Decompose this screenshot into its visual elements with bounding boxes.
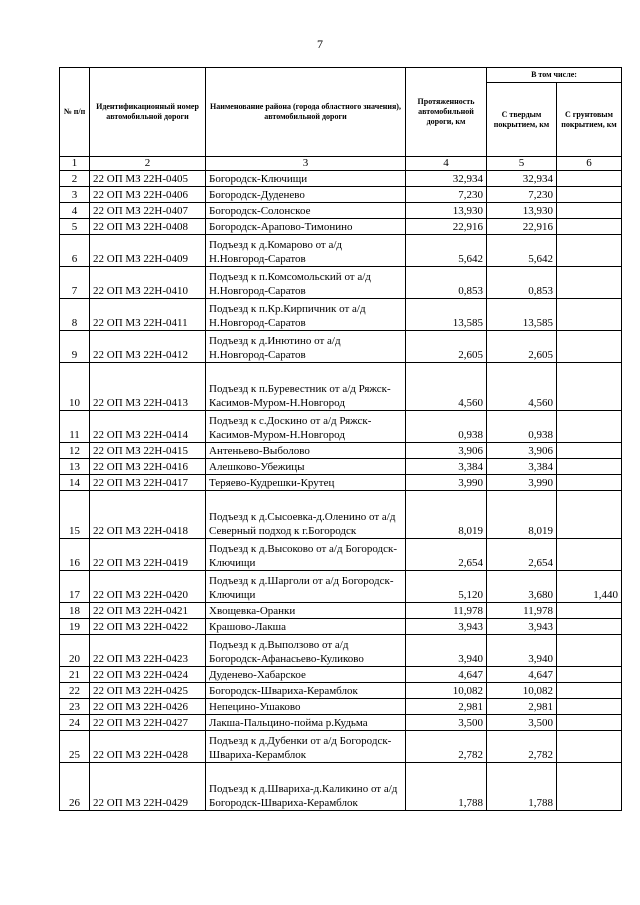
cell-hard: 2,654 xyxy=(487,539,557,571)
cell-name: Подъезд к п.Кр.Кирпичник от а/д Н.Новгород-Саратов xyxy=(206,299,406,331)
cell-id: 22 ОП МЗ 22Н-0405 xyxy=(90,171,206,187)
cell-num: 12 xyxy=(60,443,90,459)
header-length: Протяженность автомобильной дороги, км xyxy=(406,68,487,157)
cell-name: Подъезд к д.Сысоевка-д.Оленино от а/д Северный подход к г.Богородск xyxy=(206,491,406,539)
cell-id: 22 ОП МЗ 22Н-0421 xyxy=(90,603,206,619)
cell-num: 17 xyxy=(60,571,90,603)
cell-hard: 3,906 xyxy=(487,443,557,459)
table-row xyxy=(60,539,622,571)
cell-name: Подъезд к п.Буревестник от а/д Ряжск-Касимов-Муром-Н.Новгород xyxy=(206,363,406,411)
cell-num: 14 xyxy=(60,475,90,491)
cell-hard: 13,585 xyxy=(487,299,557,331)
index-cell: 6 xyxy=(557,157,622,171)
cell-soil xyxy=(557,363,622,411)
cell-length: 3,500 xyxy=(406,715,487,731)
cell-soil xyxy=(557,603,622,619)
cell-length: 10,082 xyxy=(406,683,487,699)
header-soil: С грунтовым покрытием, км xyxy=(557,83,622,157)
cell-hard: 1,788 xyxy=(487,763,557,811)
cell-num: 22 xyxy=(60,683,90,699)
cell-num: 26 xyxy=(60,763,90,811)
cell-num: 16 xyxy=(60,539,90,571)
cell-length: 5,642 xyxy=(406,235,487,267)
header-name: Наименование района (города областного значения), автомобильной дороги xyxy=(206,68,406,157)
cell-length: 22,916 xyxy=(406,219,487,235)
cell-num: 21 xyxy=(60,667,90,683)
cell-length: 3,943 xyxy=(406,619,487,635)
cell-id: 22 ОП МЗ 22Н-0424 xyxy=(90,667,206,683)
cell-length: 32,934 xyxy=(406,171,487,187)
cell-id: 22 ОП МЗ 22Н-0411 xyxy=(90,299,206,331)
cell-length: 3,940 xyxy=(406,635,487,667)
cell-hard: 3,943 xyxy=(487,619,557,635)
cell-soil xyxy=(557,635,622,667)
cell-soil xyxy=(557,731,622,763)
cell-id: 22 ОП МЗ 22Н-0415 xyxy=(90,443,206,459)
table-row xyxy=(60,683,622,699)
table-row xyxy=(60,219,622,235)
cell-length: 13,930 xyxy=(406,203,487,219)
table-row xyxy=(60,635,622,667)
cell-length: 13,585 xyxy=(406,299,487,331)
cell-soil: 1,440 xyxy=(557,571,622,603)
cell-id: 22 ОП МЗ 22Н-0419 xyxy=(90,539,206,571)
cell-hard: 22,916 xyxy=(487,219,557,235)
table-row xyxy=(60,459,622,475)
cell-hard: 32,934 xyxy=(487,171,557,187)
cell-hard: 4,647 xyxy=(487,667,557,683)
cell-hard: 4,560 xyxy=(487,363,557,411)
cell-id: 22 ОП МЗ 22Н-0416 xyxy=(90,459,206,475)
cell-name: Подъезд к п.Комсомольский от а/д Н.Новгород-Саратов xyxy=(206,267,406,299)
cell-soil xyxy=(557,171,622,187)
index-cell: 1 xyxy=(60,157,90,171)
cell-soil xyxy=(557,187,622,203)
cell-num: 6 xyxy=(60,235,90,267)
table-row xyxy=(60,203,622,219)
table-row xyxy=(60,763,622,811)
cell-hard: 11,978 xyxy=(487,603,557,619)
table-row xyxy=(60,619,622,635)
cell-length: 3,384 xyxy=(406,459,487,475)
cell-num: 3 xyxy=(60,187,90,203)
cell-name: Подъезд к д.Дубенки от а/д Богородск-Швариха-Керамблок xyxy=(206,731,406,763)
cell-name: Алешково-Убежицы xyxy=(206,459,406,475)
cell-name: Подъезд к д.Шарголи от а/д Богородск-Ключищи xyxy=(206,571,406,603)
cell-id: 22 ОП МЗ 22Н-0427 xyxy=(90,715,206,731)
cell-id: 22 ОП МЗ 22Н-0420 xyxy=(90,571,206,603)
header-hard: С твердым покрытием, км xyxy=(487,83,557,157)
cell-length: 8,019 xyxy=(406,491,487,539)
cell-soil xyxy=(557,443,622,459)
cell-name: Богородск-Арапово-Тимонино xyxy=(206,219,406,235)
cell-length: 4,560 xyxy=(406,363,487,411)
cell-length: 11,978 xyxy=(406,603,487,619)
cell-id: 22 ОП МЗ 22Н-0408 xyxy=(90,219,206,235)
cell-soil xyxy=(557,267,622,299)
cell-soil xyxy=(557,475,622,491)
cell-hard: 10,082 xyxy=(487,683,557,699)
cell-length: 0,853 xyxy=(406,267,487,299)
table-row xyxy=(60,363,622,411)
cell-hard: 7,230 xyxy=(487,187,557,203)
cell-length: 2,782 xyxy=(406,731,487,763)
table-row xyxy=(60,235,622,267)
cell-hard: 3,990 xyxy=(487,475,557,491)
cell-soil xyxy=(557,331,622,363)
cell-length: 2,654 xyxy=(406,539,487,571)
cell-soil xyxy=(557,763,622,811)
cell-name: Антеньево-Выболово xyxy=(206,443,406,459)
cell-num: 10 xyxy=(60,363,90,411)
cell-length: 3,990 xyxy=(406,475,487,491)
cell-soil xyxy=(557,683,622,699)
cell-hard: 3,500 xyxy=(487,715,557,731)
cell-name: Подъезд к д.Швариха-д.Каликино от а/д Богородск-Швариха-Керамблок xyxy=(206,763,406,811)
cell-num: 7 xyxy=(60,267,90,299)
cell-num: 18 xyxy=(60,603,90,619)
cell-num: 13 xyxy=(60,459,90,475)
cell-id: 22 ОП МЗ 22Н-0406 xyxy=(90,187,206,203)
cell-name: Крашово-Лакша xyxy=(206,619,406,635)
cell-num: 23 xyxy=(60,699,90,715)
cell-hard: 5,642 xyxy=(487,235,557,267)
table-row xyxy=(60,299,622,331)
cell-name: Богородск-Швариха-Керамблок xyxy=(206,683,406,699)
table-row xyxy=(60,171,622,187)
cell-num: 20 xyxy=(60,635,90,667)
cell-id: 22 ОП МЗ 22Н-0422 xyxy=(90,619,206,635)
cell-soil xyxy=(557,203,622,219)
cell-name: Теряево-Кудрешки-Крутец xyxy=(206,475,406,491)
cell-soil xyxy=(557,667,622,683)
page-number: 7 xyxy=(317,37,323,51)
cell-name: Подъезд к д.Выползово от а/д Богородск-Афанасьево-Куликово xyxy=(206,635,406,667)
cell-id: 22 ОП МЗ 22Н-0409 xyxy=(90,235,206,267)
cell-length: 2,981 xyxy=(406,699,487,715)
table-row xyxy=(60,699,622,715)
cell-name: Богородск-Дуденево xyxy=(206,187,406,203)
cell-soil xyxy=(557,715,622,731)
roads-table xyxy=(59,67,622,811)
cell-name: Богородск-Солонское xyxy=(206,203,406,219)
cell-soil xyxy=(557,235,622,267)
cell-id: 22 ОП МЗ 22Н-0418 xyxy=(90,491,206,539)
cell-length: 7,230 xyxy=(406,187,487,203)
cell-num: 5 xyxy=(60,219,90,235)
cell-id: 22 ОП МЗ 22Н-0410 xyxy=(90,267,206,299)
table-body xyxy=(60,157,622,811)
index-cell: 3 xyxy=(206,157,406,171)
index-cell: 4 xyxy=(406,157,487,171)
cell-name: Непецино-Ушаково xyxy=(206,699,406,715)
table-row xyxy=(60,331,622,363)
cell-id: 22 ОП МЗ 22Н-0428 xyxy=(90,731,206,763)
cell-soil xyxy=(557,619,622,635)
cell-hard: 2,981 xyxy=(487,699,557,715)
cell-name: Подъезд к д.Инютино от а/д Н.Новгород-Саратов xyxy=(206,331,406,363)
cell-id: 22 ОП МЗ 22Н-0407 xyxy=(90,203,206,219)
cell-length: 2,605 xyxy=(406,331,487,363)
cell-name: Богородск-Ключищи xyxy=(206,171,406,187)
cell-hard: 0,853 xyxy=(487,267,557,299)
cell-length: 4,647 xyxy=(406,667,487,683)
cell-length: 3,906 xyxy=(406,443,487,459)
index-cell: 2 xyxy=(90,157,206,171)
cell-num: 8 xyxy=(60,299,90,331)
table-row xyxy=(60,715,622,731)
table-row xyxy=(60,187,622,203)
cell-num: 25 xyxy=(60,731,90,763)
cell-hard: 3,940 xyxy=(487,635,557,667)
header-id: Идентификационный номер автомобильной дороги xyxy=(90,68,206,157)
cell-hard: 3,384 xyxy=(487,459,557,475)
cell-length: 1,788 xyxy=(406,763,487,811)
cell-num: 11 xyxy=(60,411,90,443)
cell-name: Подъезд к д.Комарово от а/д Н.Новгород-Саратов xyxy=(206,235,406,267)
table-row xyxy=(60,267,622,299)
header-including: В том числе: xyxy=(487,68,622,83)
table-row xyxy=(60,731,622,763)
table-row xyxy=(60,571,622,603)
cell-soil xyxy=(557,219,622,235)
cell-soil xyxy=(557,491,622,539)
cell-hard: 3,680 xyxy=(487,571,557,603)
cell-id: 22 ОП МЗ 22Н-0417 xyxy=(90,475,206,491)
cell-num: 24 xyxy=(60,715,90,731)
cell-name: Лакша-Пальцино-пойма р.Кудьма xyxy=(206,715,406,731)
cell-id: 22 ОП МЗ 22Н-0425 xyxy=(90,683,206,699)
cell-id: 22 ОП МЗ 22Н-0423 xyxy=(90,635,206,667)
table-row xyxy=(60,475,622,491)
cell-soil xyxy=(557,411,622,443)
cell-hard: 13,930 xyxy=(487,203,557,219)
cell-id: 22 ОП МЗ 22Н-0414 xyxy=(90,411,206,443)
cell-hard: 0,938 xyxy=(487,411,557,443)
header-num: № п/п xyxy=(60,68,90,157)
cell-hard: 2,605 xyxy=(487,331,557,363)
table-row xyxy=(60,491,622,539)
table-header xyxy=(60,68,622,157)
cell-name: Подъезд к д.Высоково от а/д Богородск-Ключищи xyxy=(206,539,406,571)
cell-length: 0,938 xyxy=(406,411,487,443)
cell-soil xyxy=(557,299,622,331)
table-row xyxy=(60,667,622,683)
cell-hard: 8,019 xyxy=(487,491,557,539)
table-row xyxy=(60,603,622,619)
index-cell: 5 xyxy=(487,157,557,171)
cell-num: 4 xyxy=(60,203,90,219)
cell-soil xyxy=(557,539,622,571)
cell-soil xyxy=(557,699,622,715)
cell-num: 9 xyxy=(60,331,90,363)
cell-name: Хвощевка-Оранки xyxy=(206,603,406,619)
cell-id: 22 ОП МЗ 22Н-0413 xyxy=(90,363,206,411)
cell-length: 5,120 xyxy=(406,571,487,603)
cell-id: 22 ОП МЗ 22Н-0412 xyxy=(90,331,206,363)
cell-num: 2 xyxy=(60,171,90,187)
cell-name: Дуденево-Хабарское xyxy=(206,667,406,683)
cell-num: 19 xyxy=(60,619,90,635)
table-row xyxy=(60,411,622,443)
cell-hard: 2,782 xyxy=(487,731,557,763)
cell-id: 22 ОП МЗ 22Н-0426 xyxy=(90,699,206,715)
column-index-row xyxy=(60,157,622,171)
cell-name: Подъезд к с.Доскино от а/д Ряжск-Касимов-Муром-Н.Новгород xyxy=(206,411,406,443)
cell-num: 15 xyxy=(60,491,90,539)
table-row xyxy=(60,443,622,459)
cell-id: 22 ОП МЗ 22Н-0429 xyxy=(90,763,206,811)
cell-soil xyxy=(557,459,622,475)
